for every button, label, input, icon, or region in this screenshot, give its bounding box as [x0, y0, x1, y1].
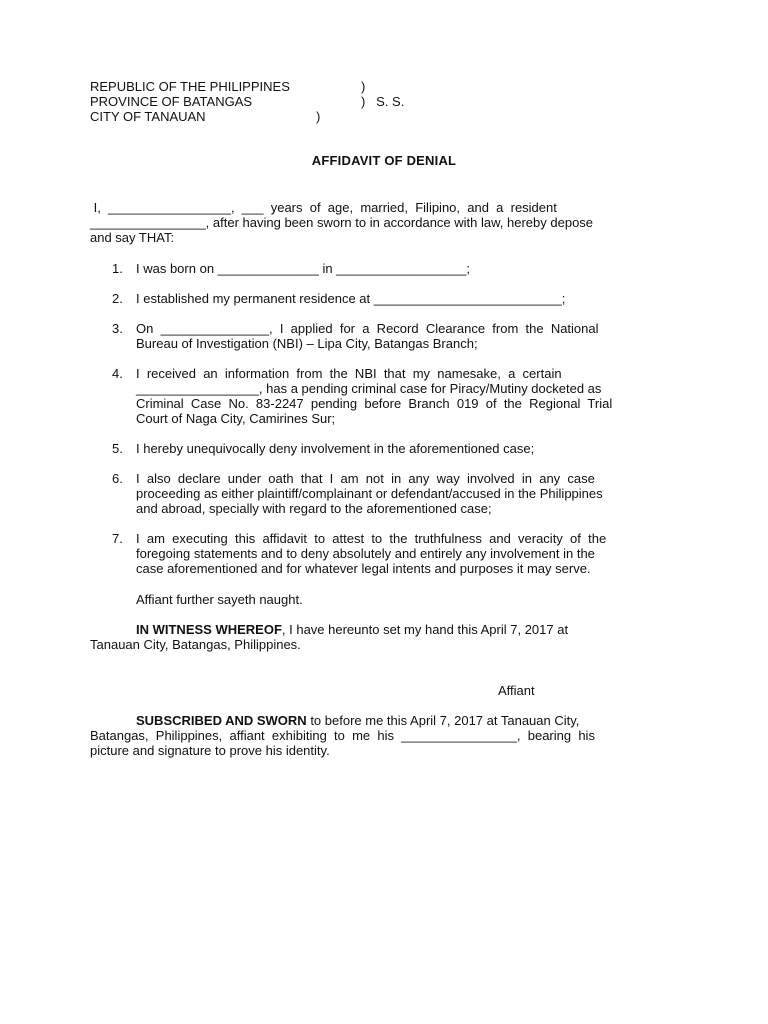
jurat-line-1	[136, 713, 677, 728]
item-text-line: case aforementioned and for whatever legal intents and purposes it may serve.	[136, 561, 591, 576]
item-number: 3.	[112, 321, 123, 336]
item-text-line: I received an information from the NBI that my namesake, a certain	[136, 366, 562, 381]
item-text-line: _________________, has a pending criminal case for Piracy/Mutiny docketed as	[136, 381, 602, 396]
further-sayeth-text: Affiant further sayeth naught.	[136, 592, 303, 607]
witness-text: , I have hereunto set my hand this April 7, 2017 at	[281, 622, 569, 637]
item-text: I was born on ______________ in __________________;	[136, 261, 470, 276]
item-text-line: Criminal Case No. 83-2247 pending before Branch 019 of the Regional Trial	[136, 396, 613, 411]
intro-line-3: and say THAT:	[90, 230, 175, 245]
caption-paren-3: )	[316, 109, 321, 124]
intro-line-2: ________________, after having been sworn to in accordance with law, hereby depose	[90, 215, 594, 230]
item-text: I hereby unequivocally deny involvement in the aforementioned case;	[136, 441, 535, 456]
item-number: 5.	[112, 441, 123, 456]
item-text-line: I also declare under oath that I am not in any way involved in any case	[136, 471, 595, 486]
item-number: 2.	[112, 291, 123, 306]
item-text-line: and abroad, specially with regard to the aforementioned case;	[136, 501, 492, 516]
document-title: AFFIDAVIT OF DENIAL	[311, 153, 457, 168]
caption-ss: ) S. S.	[361, 94, 405, 109]
item-number: 1.	[112, 261, 123, 276]
witness-heading: IN WITNESS WHEREOF	[136, 622, 282, 637]
item-text-line: Bureau of Investigation (NBI) – Lipa City, Batangas Branch;	[136, 336, 478, 351]
item-number: 7.	[112, 531, 123, 546]
intro-line-1: I, _________________, ___ years of age, married, Filipino, and a resident	[90, 200, 557, 215]
jurat-heading: SUBSCRIBED AND SWORN	[136, 713, 307, 728]
item-text-line: I am executing this affidavit to attest to the truthfulness and veracity of the	[136, 531, 607, 546]
item-number: 6.	[112, 471, 123, 486]
witness-line-1	[136, 622, 677, 637]
jurat-line-2: Batangas, Philippines, affiant exhibiting to me his ________________, bearing his	[90, 728, 595, 743]
caption-republic: REPUBLIC OF THE PHILIPPINES	[90, 79, 290, 94]
affiant-signature-label: Affiant	[498, 683, 535, 698]
item-text: I established my permanent residence at __________________________;	[136, 291, 566, 306]
item-text-line: On _______________, I applied for a Record Clearance from the National	[136, 321, 599, 336]
item-text-line: Court of Naga City, Camirines Sur;	[136, 411, 336, 426]
item-number: 4.	[112, 366, 123, 381]
witness-line-2: Tanauan City, Batangas, Philippines.	[90, 637, 301, 652]
caption-paren-1: )	[361, 79, 366, 94]
item-text-line: proceeding as either plaintiff/complainant or defendant/accused in the Philippines	[136, 486, 603, 501]
jurat-text: to before me this April 7, 2017 at Tanauan City,	[306, 713, 580, 728]
caption-city: CITY OF TANAUAN	[90, 109, 206, 124]
jurat-line-3: picture and signature to prove his identity.	[90, 743, 330, 758]
item-text-line: foregoing statements and to deny absolutely and entirely any involvement in the	[136, 546, 595, 561]
caption-province: PROVINCE OF BATANGAS	[90, 94, 253, 109]
